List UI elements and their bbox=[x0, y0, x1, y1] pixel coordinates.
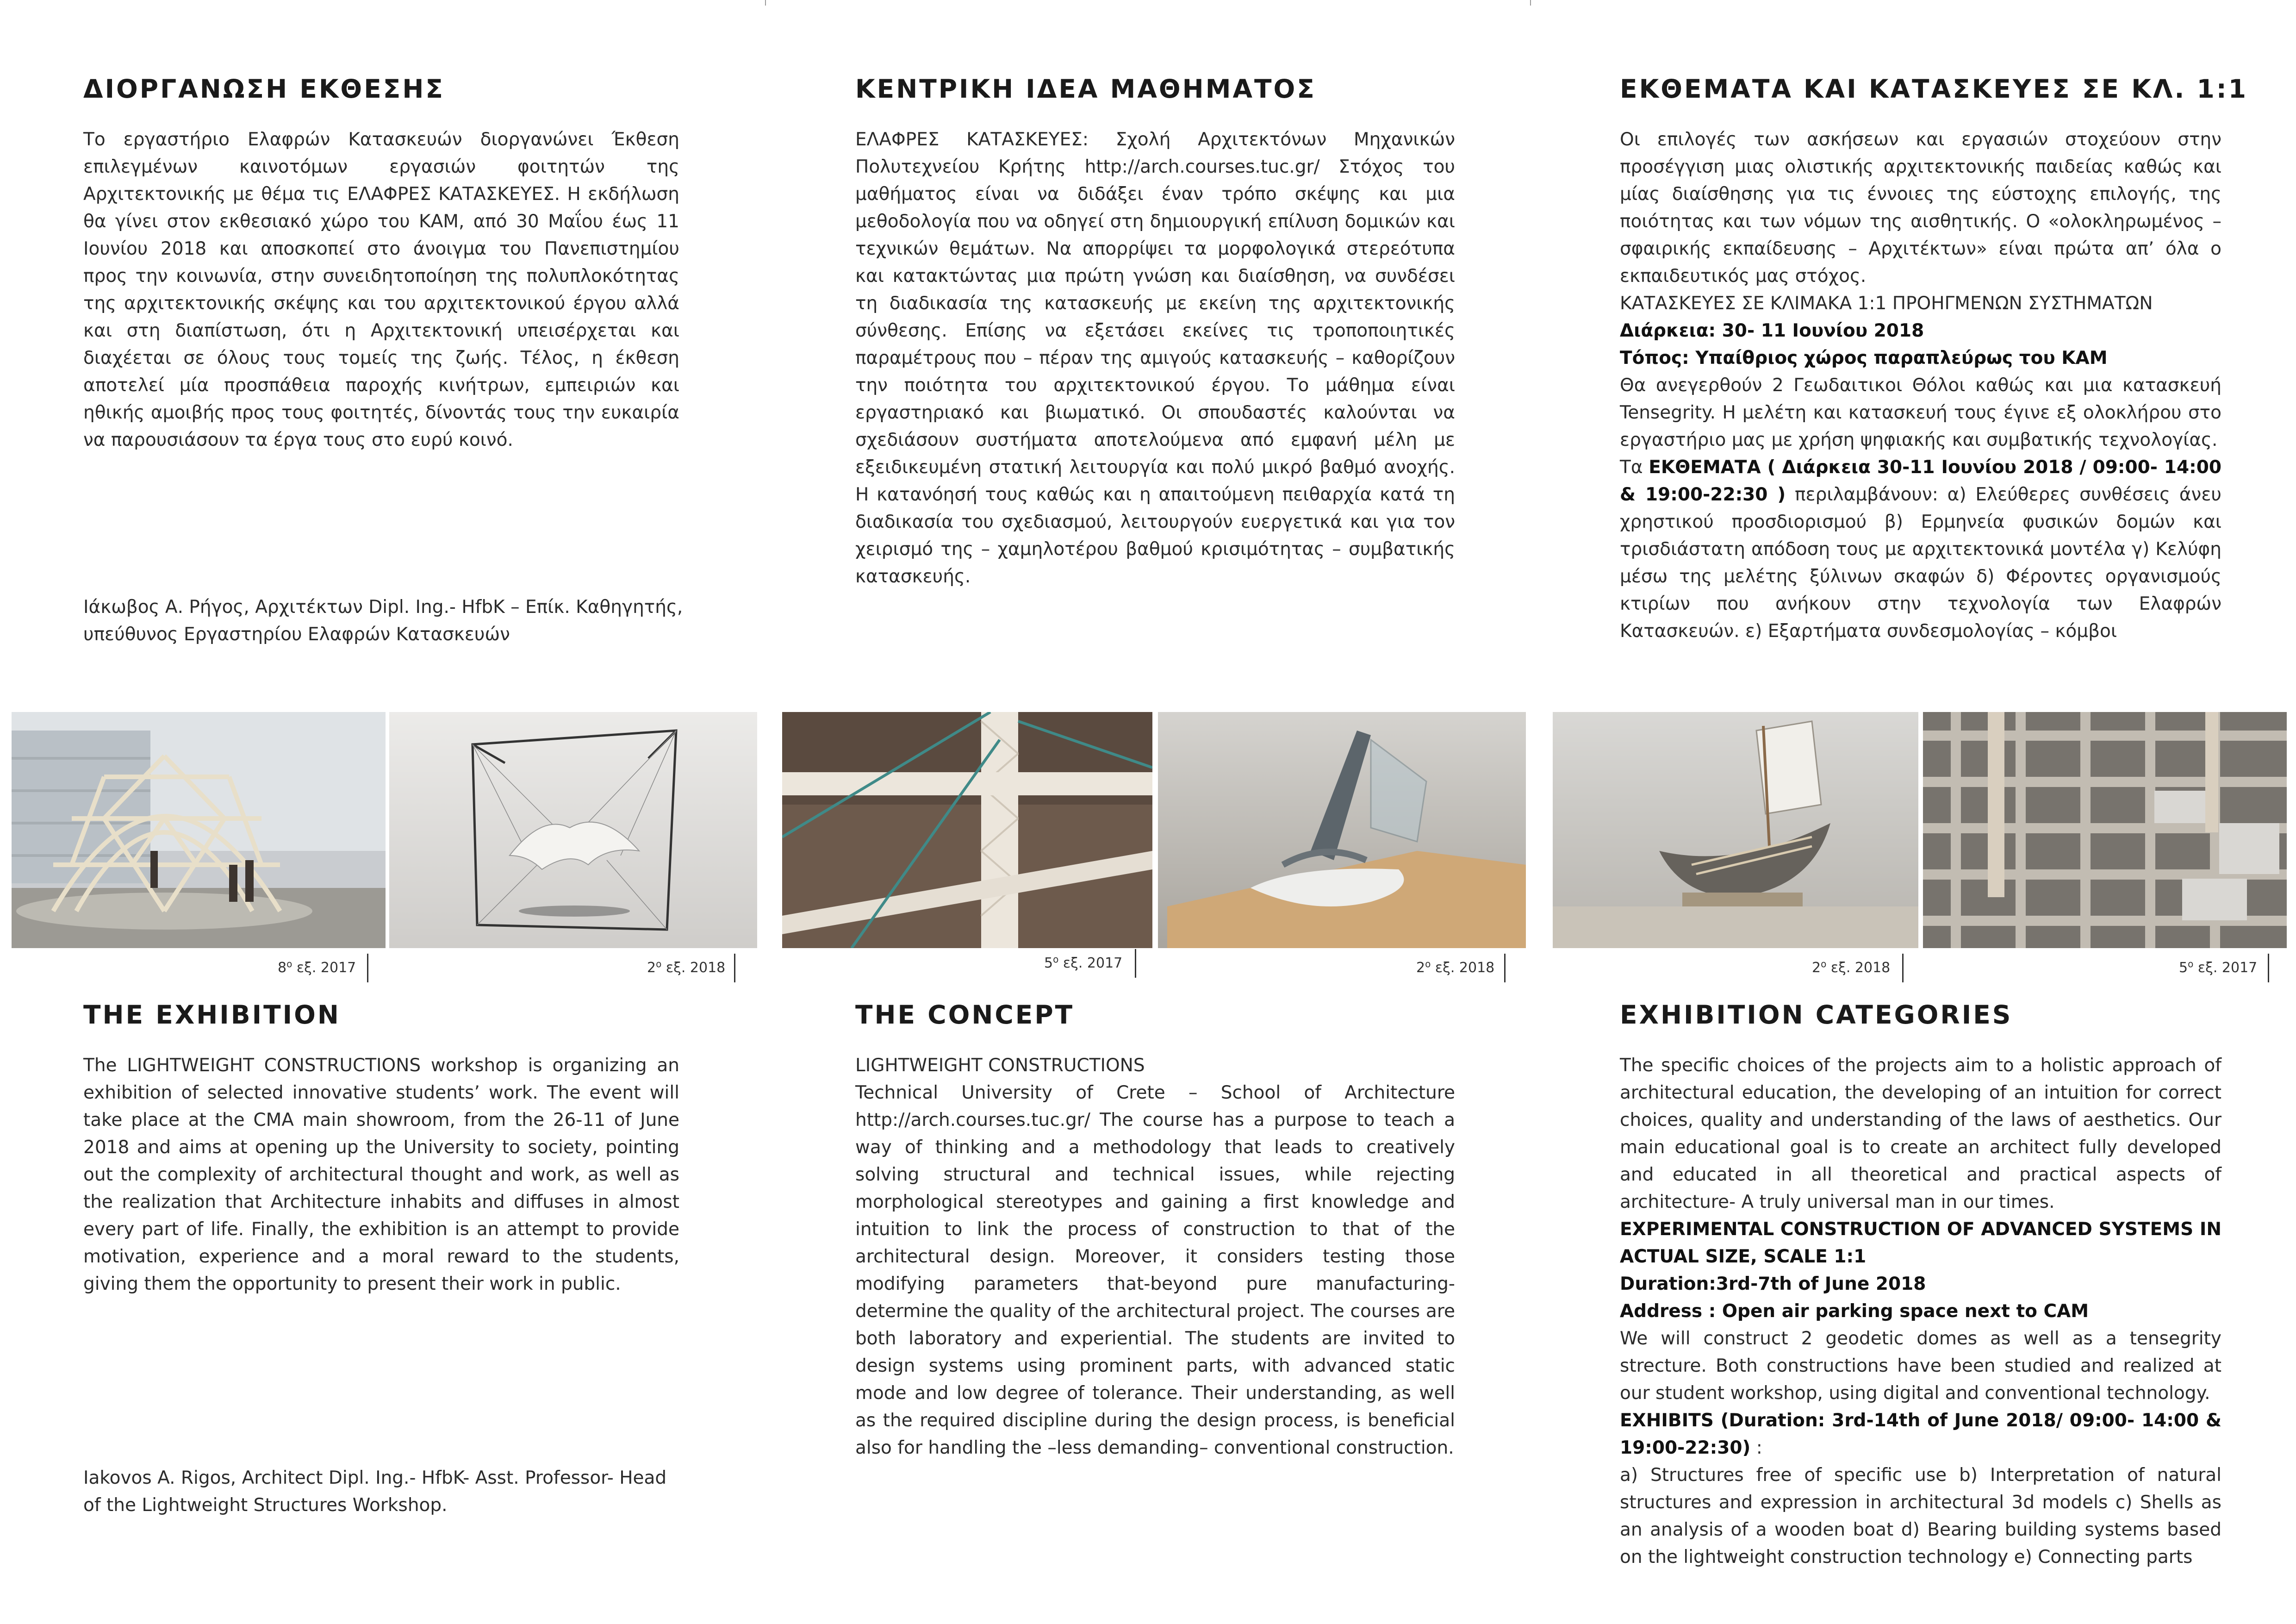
photo-caption: $5^o$ εξ. 2017 bbox=[2179, 958, 2258, 976]
section-body: ΕΛΑΦΡΕΣ ΚΑΤΑΣΚΕΥΕΣ: Σχολή Αρχιτεκτόνων Μηχανικών Πολυτεχνείου Κρήτης http://arch.courses.tuc.gr/ Στόχος του μαθήματος είναι να διδάξει έναν τρόπο σκέψης και μια μεθοδολογία που να οδηγεί στη δημιουργική επίλυση δομικών και τεχνικών θεμάτων. Να απορρίψει τα μορφολογικά στερεότυπα και κατακτώντας μια πρώτη γνώση και διαίσθηση, να συνδέσει τη διαδικασία της κατασκευής με εκείνη της αρχιτεκτονικής σύνθεσης. Επίσης να εξετάσει εκείνες τις τροποποιητικές παραμέτρους που – πέραν της αμιγούς κατασκευής – καθορίζουν την ποιότητα του αρχιτεκτονικού έργου. Το μάθημα είναι εργαστηριακό και βιωματικό. Οι σπουδαστές καλούνται να σχεδιάσουν συστήματα αποτελούμενα από εμφανή μέλη με εξειδικευμένη στατική λειτουργία και πολύ μικρό βαθμό ανοχής. Η κατανόησή τους καθώς και η απαιτούμενη πειθαρχία κατά τη διαδικασία του σχεδιασμού, λειτουργούν ευεργετικά και για τον χειρισμό της – χαμηλοτέρου βαθμού κρισιμότητας – συμβατικής κατασκευής. bbox=[855, 129, 1455, 587]
greek-categories-section bbox=[1620, 74, 2248, 645]
exhibits-dates: EXHIBITS (Duration: 3rd-14th of June 2018/ 09:00- 14:00 & 19:00-22:30) bbox=[1620, 1410, 2221, 1458]
section-body: Το εργαστήριο Ελαφρών Κατασκευών διοργανώνει Έκθεση επιλεγμένων καινοτόμων εργασιών φοιτητών της Αρχιτεκτονικής με θέμα τις ΕΛΑΦΡΕΣ ΚΑΤΑΣΚΕΥΕΣ. Η εκδήλωση θα γίνει στον εκθεσιακό χώρο του ΚΑΜ, από 30 Μαΐου έως 11 Ιουνίου 2018 και αποσκοπεί στο άνοιγμα του Πανεπιστημίου προς την κοινωνία, στην συνειδητοποίηση της πολυπλοκότητας της αρχιτεκτονικής σκέψης και του αρχιτεκτονικού έργου αλλά και στη διαπίστωση, ότι η Αρχιτεκτονική υπεισέρχεται και διαχέεται σε όλους τους τομείς της ζωής. Τέλος, η έκθεση αποτελεί μία προσπάθεια παροχής κινήτρων, εμπειριών και ηθικής αμοιβής προς τους φοιτητές, δίνοντάς τους την ευκαιρία να παρουσιάσουν τα έργα τους στο ευρύ κοινό. bbox=[83, 129, 679, 450]
english-signature: Iakovos A. Rigos, Architect Dipl. Ing.- HfbK- Asst. Professor- Head of the Lightweight Structures Workshop. bbox=[83, 1468, 667, 1516]
construction-duration: Διάρκεια: 30- 11 Ιουνίου 2018 bbox=[1620, 320, 1924, 341]
photo-caption: $2^o$ εξ. 2018 bbox=[1416, 958, 1495, 976]
construction-body: Θα ανεγερθούν 2 Γεωδαιτικοι Θόλοι καθώς και μια κατασκευή Tensegrity. Η μελέτη και κατασκευή τους έγινε εξ ολοκλήρου στο εργαστήριο μας με χρήση ψηφιακής και συμβατικής τεχνολογίας. bbox=[1620, 375, 2221, 450]
photo-caption: $5^o$ εξ. 2017 bbox=[1044, 954, 1123, 971]
section-body: Technical University of Crete – School of Architecture http://arch.courses.tuc.gr/ The course has a purpose to teach a way of thinking and a methodology that leads to creatively solving structural and technical issues, while rejecting morphological stereotypes and gaining a first knowledge and intuition to link the process of construction to that of the architectural design. Moreover, it considers testing those modifying parameters that-beyond pure manufacturing- determine the quality of the architectural project. The courses are both laboratory and experiential. The students are invited to design systems using prominent parts, with advanced static mode and low degree of tolerance. Their understanding, as well as the required discipline during the design process, is beneficial also for handling the –less demanding– conventional construction. bbox=[855, 1082, 1455, 1458]
construction-duration: Duration:3rd-7th of June 2018 bbox=[1620, 1274, 1926, 1294]
section-intro: Οι επιλογές των ασκήσεων και εργασιών στοχεύουν στην προσέγγιση μιας ολιστικής αρχιτεκτονικής παιδείας καθώς και μίας διαίσθησης για τις έννοιες της εύστοχης επιλογής, της ποιότητας και των νόμων της αισθητικής. Ο «ολοκληρωμένος – σφαιρικής εκπαίδευσης – Αρχιτέκτων» είναι πρώτα απ’ όλα ο εκπαιδευτικός μας στόχος. bbox=[1620, 129, 2221, 287]
photo-caption: $8^o$ εξ. 2017 bbox=[278, 958, 356, 976]
section-heading: THE CONCEPT bbox=[855, 1000, 1075, 1030]
section-subtitle: LIGHTWEIGHT CONSTRUCTIONS bbox=[855, 1055, 1145, 1076]
exhibits-heading bbox=[1620, 1407, 2221, 1462]
photo-caption: $2^o$ εξ. 2018 bbox=[1812, 958, 1891, 976]
caption-divider bbox=[1902, 954, 1904, 982]
english-exhibition-section bbox=[83, 1000, 679, 1298]
section-heading: THE EXHIBITION bbox=[83, 1000, 341, 1030]
truss-tower-photo bbox=[782, 712, 1152, 948]
greek-exhibition-section bbox=[83, 74, 679, 454]
photo-caption: $2^o$ εξ. 2018 bbox=[647, 958, 726, 976]
caption-divider bbox=[1135, 949, 1136, 978]
caption-divider bbox=[2268, 954, 2269, 982]
construction-body: We will construct 2 geodetic domes as well as a tensegrity strecture. Both constructions have been studied and realized at our student workshop, using digital and conventional technology. bbox=[1620, 1328, 2221, 1404]
geodesic-dome-photo bbox=[12, 712, 386, 948]
fold-mark-left bbox=[765, 0, 766, 6]
section-intro: The specific choices of the projects aim to a holistic approach of architectural education, the developing of an intuition for correct choices, quality and understanding of the laws of aesthetics. Our main educational goal is to create an architect fully developed and educated in all theoretical and practical aspects of architecture- A truly universal man in our times. bbox=[1620, 1055, 2221, 1212]
exhibits-paragraph bbox=[1620, 454, 2221, 645]
english-concept-section bbox=[855, 1000, 1455, 1462]
wooden-boat-model-photo bbox=[1553, 712, 1918, 948]
construction-address: Address : Open air parking space next to CAM bbox=[1620, 1301, 2089, 1322]
caption-divider bbox=[1504, 954, 1506, 982]
caption-divider bbox=[734, 954, 735, 982]
english-categories-section bbox=[1620, 1000, 2221, 1571]
construction-place: Τόπος: Υπαίθριος χώρος παραπλεύρως του ΚΑΜ bbox=[1620, 348, 2108, 369]
exhibits-dates: ΕΚΘΕΜΑΤΑ ( Διάρκεια 30-11 Ιουνίου 2018 / 09:00- 14:00 & 19:00-22:30 ) bbox=[1620, 457, 2221, 505]
fold-mark-right bbox=[1530, 0, 1531, 6]
tensile-membrane-cube-photo bbox=[389, 712, 757, 948]
section-body: The LIGHTWEIGHT CONSTRUCTIONS workshop is organizing an exhibition of selected innovative students’ work. The event will take place at the CMA main showroom, from the 26-11 of June 2018 and aims at opening up the University to society, pointing out the complexity of architectural thought and work, as well as the realization that Architecture inhabits and diffuses in almost every part of life. Finally, the exhibition is an attempt to provide motivation, experience and a moral reward to the students, giving them the opportunity to present their work in public. bbox=[83, 1055, 679, 1294]
section-heading: ΔΙΟΡΓΑΝΩΣΗ ΕΚΘΕΣΗΣ bbox=[83, 74, 445, 104]
construction-heading: ΚΑΤΑΣΚΕΥΕΣ ΣΕ ΚΛΙΜΑΚΑ 1:1 ΠΡΟΗΓΜΕΝΩΝ ΣΥΣΤΗΜΑΤΩΝ bbox=[1620, 293, 2153, 314]
exhibits-prefix: Τα bbox=[1620, 457, 1649, 478]
greek-concept-section bbox=[855, 74, 1455, 590]
section-heading: ΕΚΘΕΜΑΤΑ ΚΑΙ ΚΑΤΑΣΚΕΥΕΣ ΣΕ ΚΛ. 1:1 bbox=[1620, 74, 2248, 104]
exhibits-list: a) Structures free of specific use b) Interpretation of natural structures and expression in architectural 3d models c) Shells as an analysis of a wooden boat d) Bearing building systems based on the lightweight construction technology e) Connecting parts bbox=[1620, 1465, 2221, 1568]
timber-grid-model-photo bbox=[1923, 712, 2287, 948]
construction-heading: EXPERIMENTAL CONSTRUCTION OF ADVANCED SYSTEMS IN ACTUAL SIZE, SCALE 1:1 bbox=[1620, 1219, 2221, 1267]
caption-divider bbox=[367, 954, 368, 982]
exhibits-list: περιλαμβάνουν: α) Ελεύθερες συνθέσεις άνευ χρηστικού προσδιορισμού β) Ερμηνεία φυσικών δομών και τρισδιάστατη απόδοση τους με αρχιτεκτονικά μοντέλα γ) Κελύφη μέσω της μελέτης ξύλινων σκαφών δ) Φέροντες οργανισμούς κτιρίων που ανήκουν στην τεχνολογία των Ελαφρών Κατασκευών. ε) Εξαρτήματα συνδεσμολογίας – κόμβοι bbox=[1620, 484, 2221, 642]
section-heading: EXHIBITION CATEGORIES bbox=[1620, 1000, 2013, 1030]
exhibits-colon: : bbox=[1750, 1437, 1762, 1458]
greek-signature: Ιάκωβος Α. Ρήγος, Αρχιτέκτων Dipl. Ing.- HfbK – Επίκ. Καθηγητής, υπεύθυνος Εργαστηρίου Ελαφρών Κατασκευών bbox=[83, 597, 683, 645]
sundial-model-photo bbox=[1158, 712, 1526, 948]
section-heading: ΚΕΝΤΡΙΚΗ ΙΔΕΑ ΜΑΘΗΜΑΤΟΣ bbox=[855, 74, 1316, 104]
